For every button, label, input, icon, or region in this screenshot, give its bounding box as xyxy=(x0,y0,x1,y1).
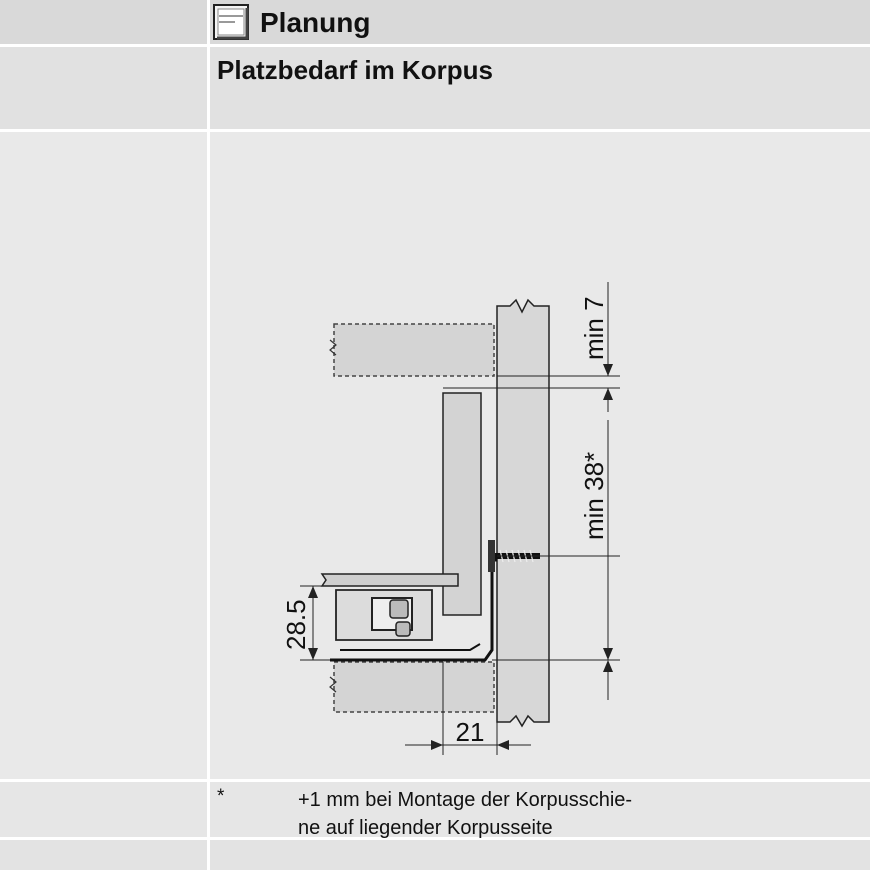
lower-drawer-outline xyxy=(334,662,494,712)
upper-drawer-outline xyxy=(334,324,494,376)
planning-icon xyxy=(213,4,249,40)
header-band xyxy=(0,0,870,44)
dim-label-depth: 21 xyxy=(455,717,485,747)
footnote-marker: * xyxy=(217,786,225,807)
section-title: Platzbedarf im Korpus xyxy=(217,55,493,85)
drawer-installation-diagram xyxy=(210,132,870,779)
dim-label-top: min 7 xyxy=(579,296,609,360)
page-title: Planung xyxy=(260,7,371,38)
dim-label-middle: min 38* xyxy=(579,451,609,540)
cabinet-side-wall xyxy=(497,300,549,726)
footnote-line-2: ne auf liegender Korpusseite xyxy=(298,817,553,839)
footnote-text xyxy=(298,786,798,842)
drawer-bottom xyxy=(322,574,458,586)
footnote-line-1: +1 mm bei Montage der Korpusschie- xyxy=(298,789,633,811)
bottom-band xyxy=(0,840,870,870)
dim-label-height: 28.5 xyxy=(281,599,311,650)
